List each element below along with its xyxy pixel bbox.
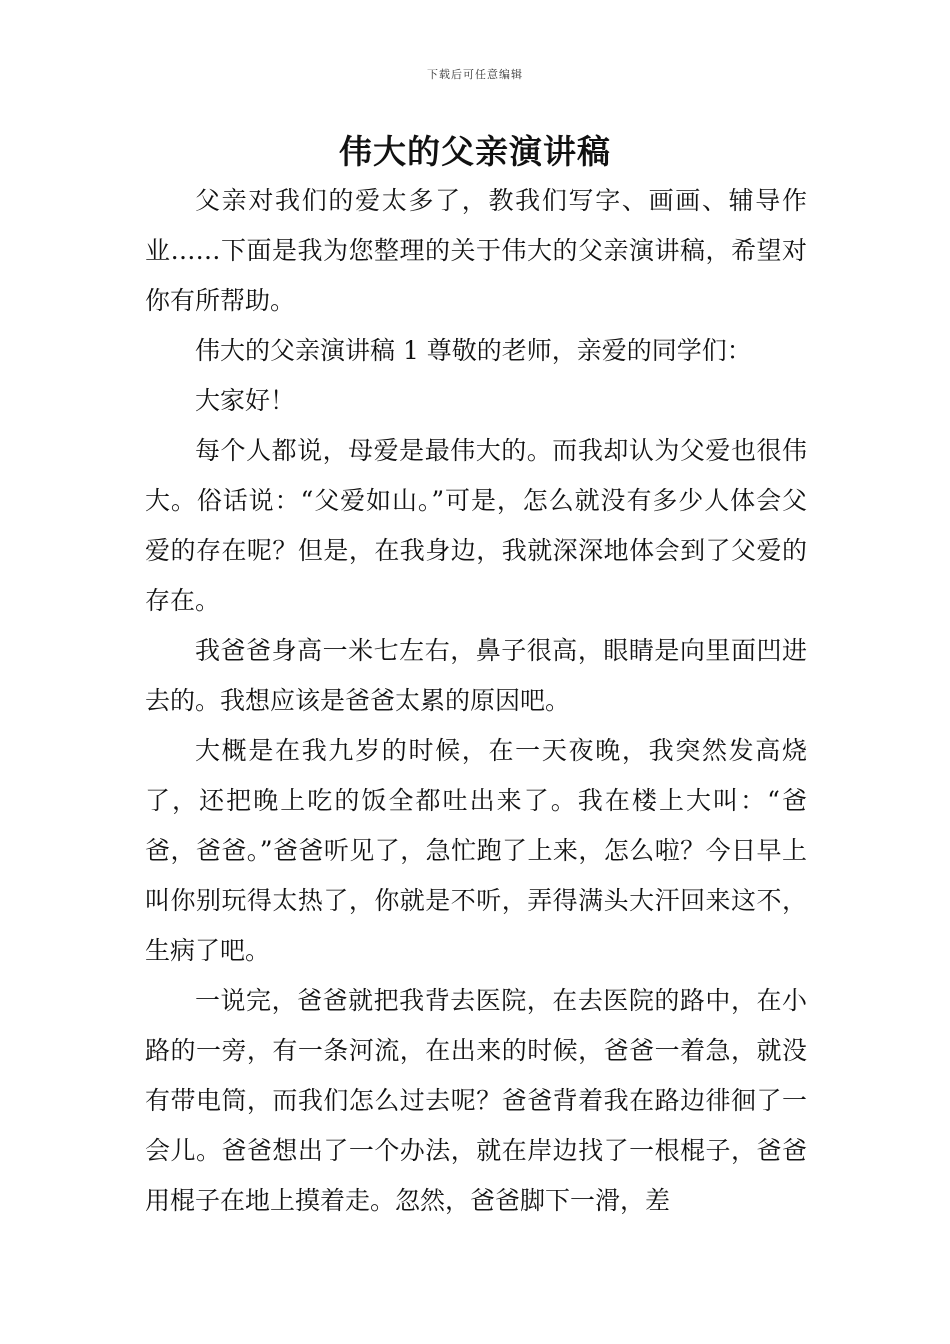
paragraph-fever-night: 大概是在我九岁的时候，在一天夜晚，我突然发高烧了，还把晚上吃的饭全都吐出来了。我在楼上大叫：“爸爸，爸爸。”爸爸听见了，急忙跑了上来，怎么啦？今日早上叫你别玩得太热了，你就是不听，弄得满头大汗回来这不，生病了吧。 [145,736,807,965]
paragraph-greeting: 大家好！ [195,386,296,415]
header-note: 下载后可任意编辑 [427,68,523,81]
paragraph-father-description: 我爸爸身高一米七左右，鼻子很高，眼睛是向里面凹进去的。我想应该是爸爸太累的原因吧。 [145,636,807,715]
paragraph-intro: 父亲对我们的爱太多了，教我们写字、画画、辅导作业……下面是我为您整理的关于伟大的父亲演讲稿，希望对你有所帮助。 [145,186,807,315]
paragraph-speech-heading: 伟大的父亲演讲稿 1 尊敬的老师，亲爱的同学们： [195,336,752,365]
document-body [145,176,807,1226]
document-title: 伟大的父亲演讲稿 [339,132,611,171]
paragraph-fathers-love: 每个人都说，母爱是最伟大的。而我却认为父爱也很伟大。俗话说：“父爱如山。”可是，怎么就没有多少人体会父爱的存在呢？但是，在我身边，我就深深地体会到了父爱的存在。 [145,436,807,615]
paragraph-hospital-road: 一说完，爸爸就把我背去医院，在去医院的路中，在小路的一旁，有一条河流，在出来的时候，爸爸一着急，就没有带电筒，而我们怎么过去呢？爸爸背着我在路边徘徊了一会儿。爸爸想出了一个办法，就在岸边找了一根棍子，爸爸用棍子在地上摸着走。忽然，爸爸脚下一滑，差 [145,986,807,1215]
